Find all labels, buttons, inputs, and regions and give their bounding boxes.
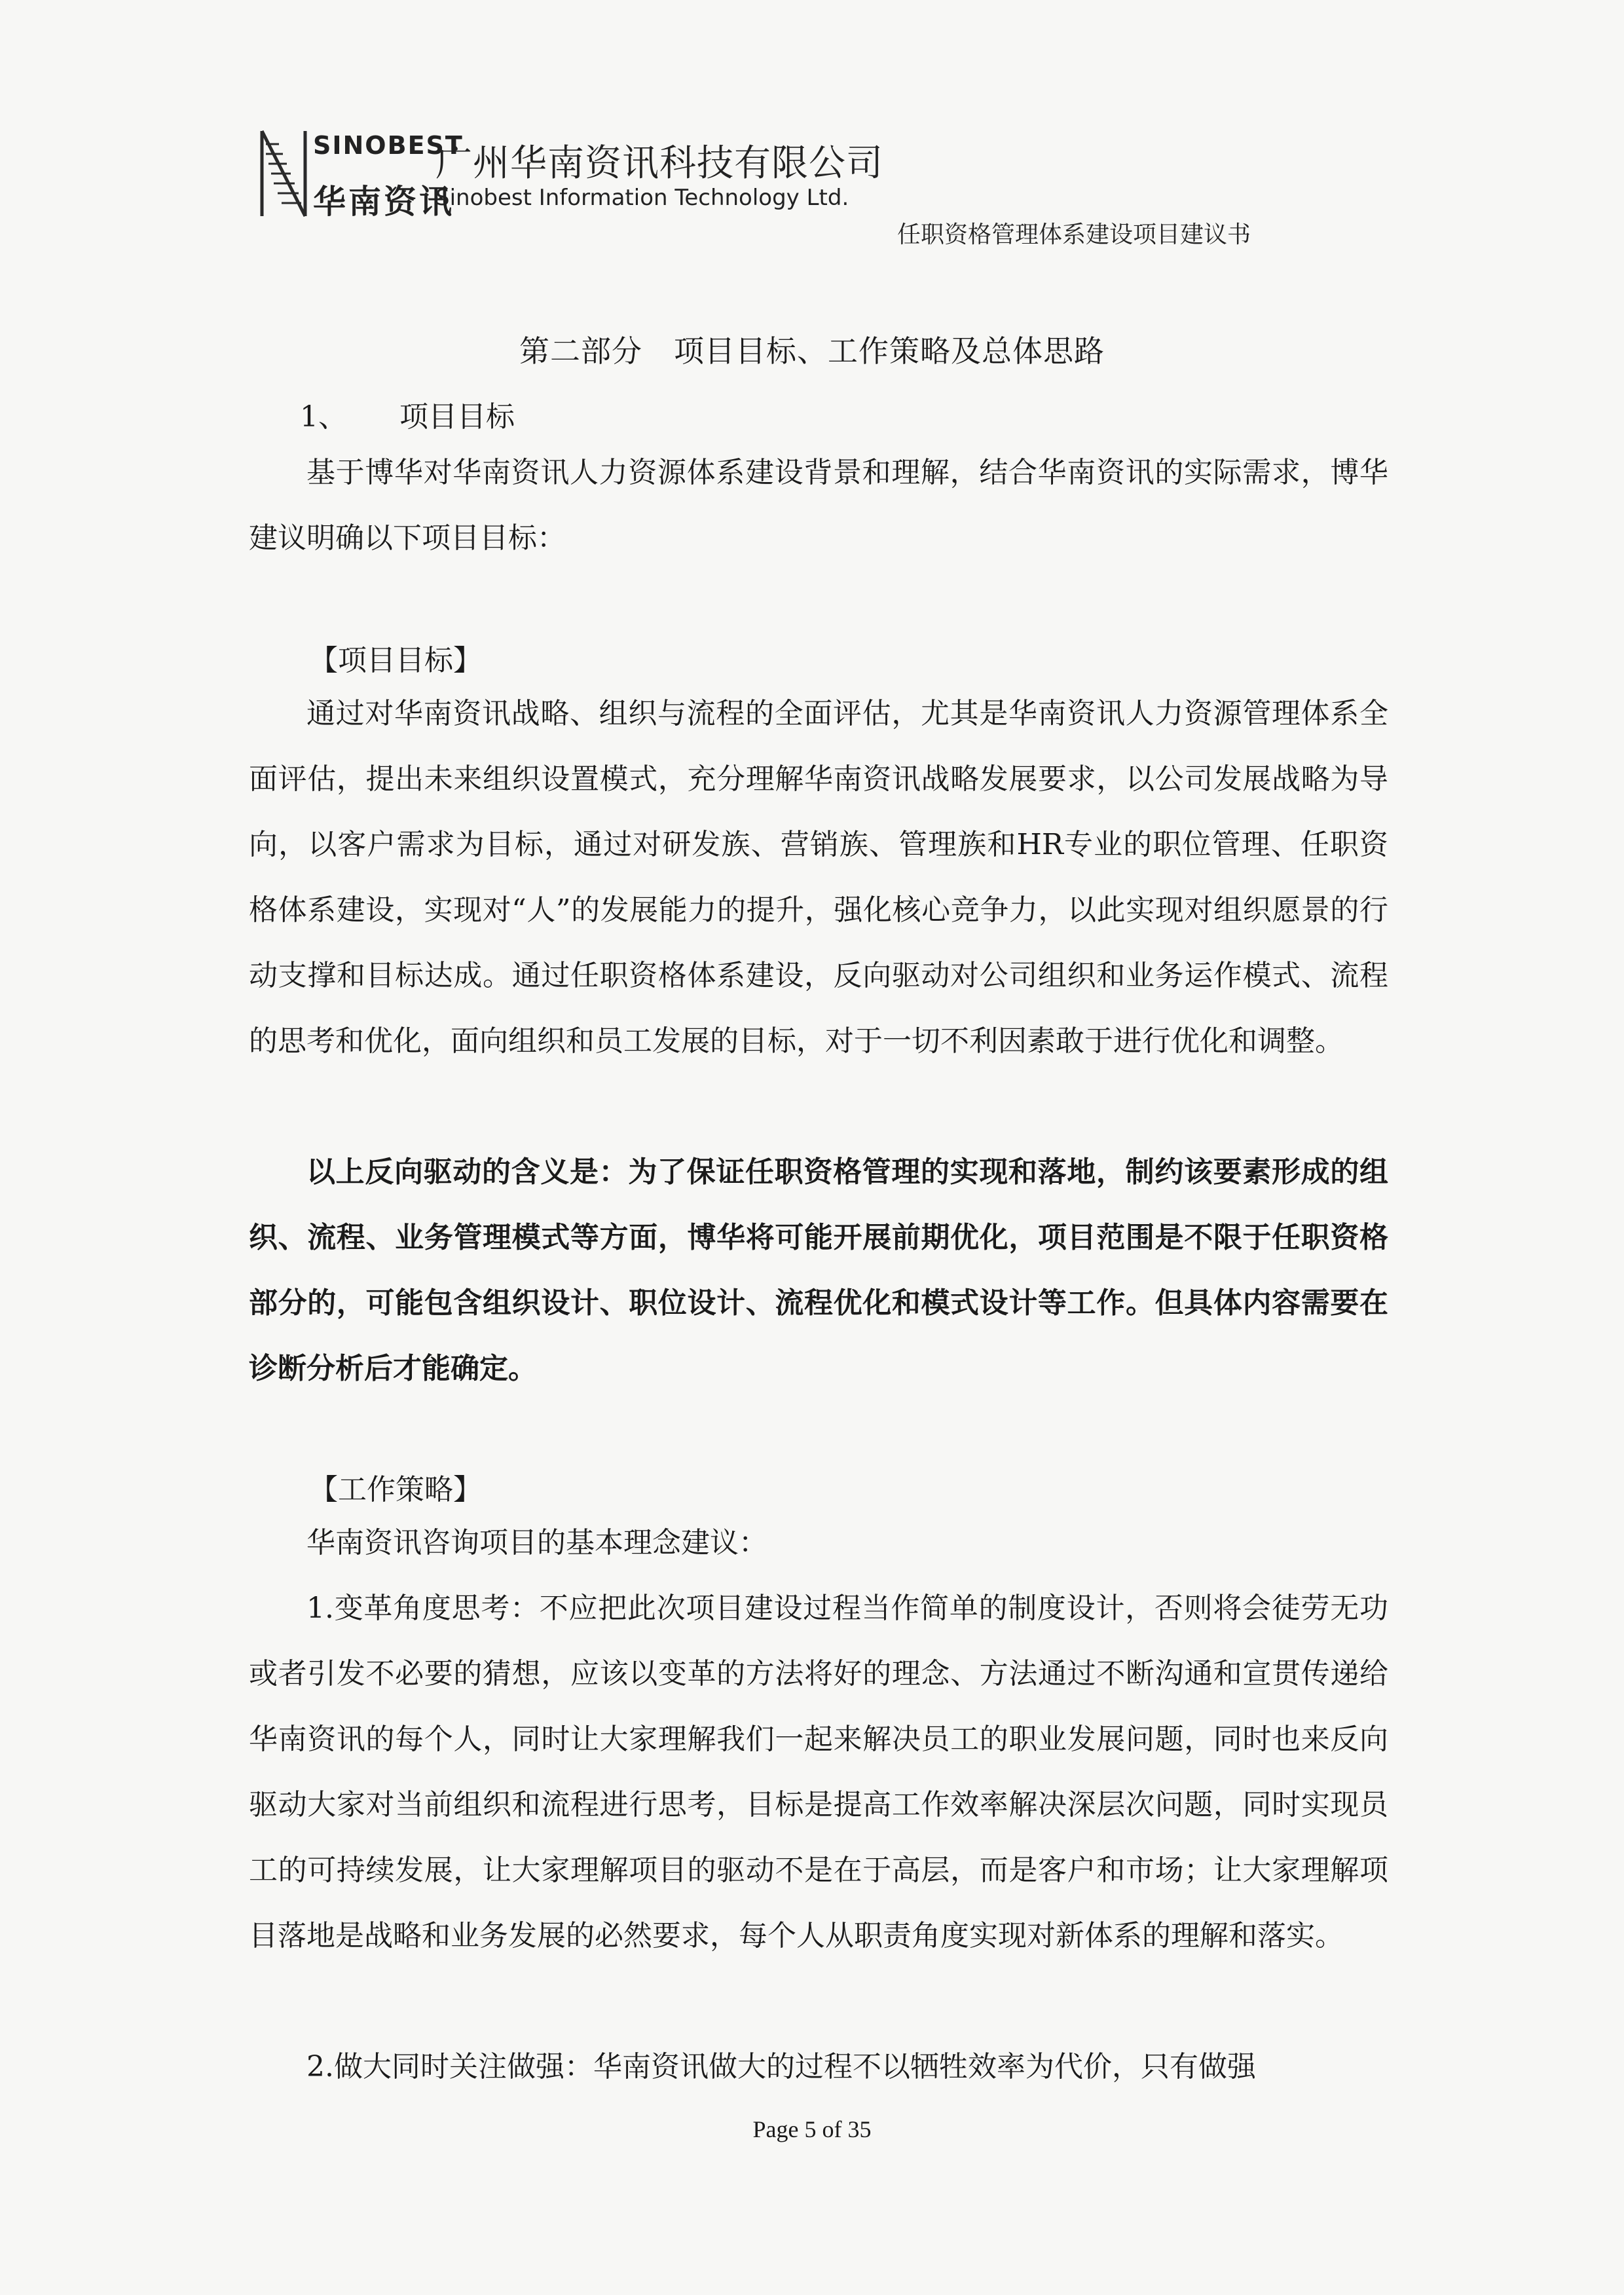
sinobest-logo-icon (259, 124, 312, 223)
strategy-item-2: 2.做大同时关注做强：华南资讯做大的过程不以牺牲效率为代价，只有做强 (306, 2050, 1256, 2083)
logo-brand-en: SINOBEST (313, 131, 464, 160)
document-title: 任职资格管理体系建设项目建议书 (896, 221, 1251, 248)
reverse-drive-paragraph: 以上反向驱动的含义是：为了保证任职资格管理的实现和落地，制约该要素形成的组织、流程、业务管理模式等方面，博华将可能开展前期优化，项目范围是不限于任职资格部分的，可能包含组织设计、职位设计、流程优化和模式设计等工作。但具体内容需要在诊断分析后才能确定。 (249, 1155, 1388, 1385)
logo-brand-cn: 华南资讯 (313, 183, 454, 221)
section-title (0, 327, 1624, 371)
company-name-cn: 广州华南资讯科技有限公司 (435, 142, 883, 185)
section-part-label: 第二部分 (519, 333, 642, 369)
company-name-en: Sinobest Information Technology Ltd. (435, 185, 849, 211)
project-goal-heading: 【项目目标】 (309, 644, 482, 677)
strategy-intro: 华南资讯咨询项目的基本理念建议： (306, 1526, 767, 1559)
strategy-item-1: 1.变革角度思考：不应把此次项目建设过程当作简单的制度设计，否则将会徒劳无功或者引发不必要的猜想，应该以变革的方法将好的理念、方法通过不断沟通和宣贯传递给华南资讯的每个人，同时让大家理解我们一起来解决员工的职业发展问题，同时也来反向驱动大家对当前组织和流程进行思考，目标是提高工作效率解决深层次问题，同时实现员工的可持续发展，让大家理解项目的驱动不是在于高层，而是客户和市场；让大家理解项目落地是战略和业务发展的必然要求，每个人从职责角度实现对新体系的理解和落实。 (249, 1592, 1388, 1952)
goal-intro-paragraph: 基于博华对华南资讯人力资源体系建设背景和理解，结合华南资讯的实际需求，博华建议明确以下项目目标： (249, 456, 1388, 555)
goal-number: 1、 (300, 400, 347, 434)
project-goal-paragraph: 通过对华南资讯战略、组织与流程的全面评估，尤其是华南资讯人力资源管理体系全面评估，提出未来组织设置模式，充分理解华南资讯战略发展要求，以公司发展战略为导向，以客户需求为目标，通过对研发族、营销族、管理族和HR专业的职位管理、任职资格体系建设，实现对“人”的发展能力的提升，强化核心竞争力，以此实现对组织愿景的行动支撑和目标达成。通过任职资格体系建设，反向驱动对公司组织和业务运作模式、流程的思考和优化，面向组织和员工发展的目标，对于一切不利因素敢于进行优化和调整。 (249, 697, 1388, 1058)
section-title-text: 项目目标、工作策略及总体思路 (674, 333, 1105, 369)
goal-heading (300, 393, 515, 435)
work-strategy-heading: 【工作策略】 (309, 1473, 482, 1506)
goal-label: 项目目标 (399, 400, 515, 434)
page-number: Page 5 of 35 (752, 2116, 872, 2142)
